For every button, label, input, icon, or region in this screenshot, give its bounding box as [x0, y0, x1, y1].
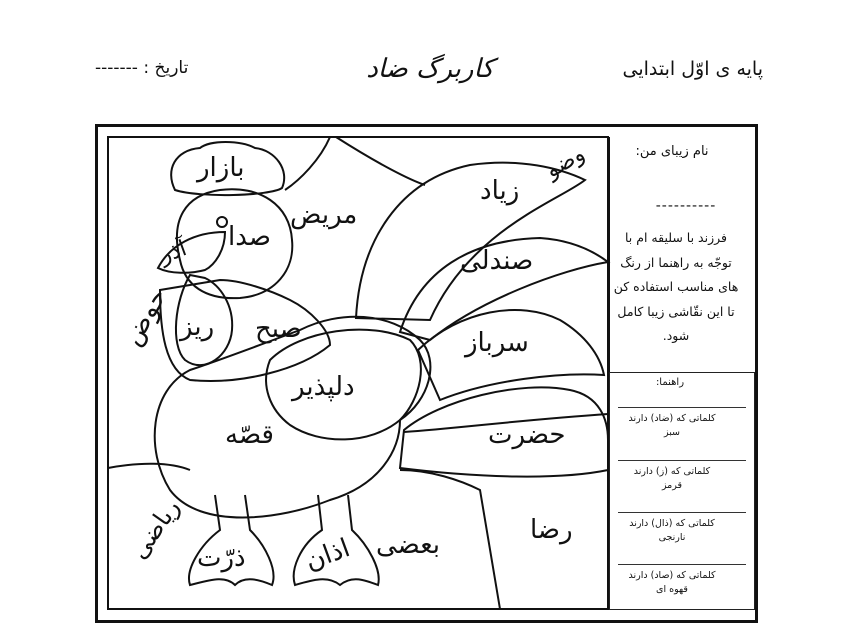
legend-title: راهنما: [655, 377, 685, 388]
region-line [108, 464, 190, 470]
grade-label: پایه ی اوّل ابتدایی [622, 58, 763, 80]
legend-item-4 [622, 569, 722, 597]
legend-item-text: کلماتی که (صاد) دارند [628, 570, 716, 581]
legend-item-color: سبز [663, 427, 681, 438]
legend-item-1 [622, 412, 722, 440]
worksheet-title: کاربرگ ضاد [366, 54, 494, 84]
legend-item-color: نارنجی [658, 532, 686, 543]
rooster-body [155, 317, 431, 518]
legend-item-3 [622, 517, 722, 545]
name-label: نام زیبای من: [635, 144, 709, 159]
name-blank: ---------- [655, 198, 717, 214]
legend-rule [618, 407, 746, 408]
word-ziad: زیاد [480, 176, 520, 206]
date-field: ------- : تاریخ [95, 58, 189, 78]
word-marid: مریض [290, 200, 358, 230]
legend-rule [618, 460, 746, 461]
word-hazrat: حضرت [488, 420, 566, 450]
word-vozu: وضو [541, 141, 590, 184]
word-delpazir: دلپذیر [292, 372, 355, 402]
legend-item-text: کلماتی که (ذال) دارند [629, 518, 715, 529]
legend-item-text: کلماتی که (ز) دارند [633, 466, 711, 477]
word-qesse: قصّه [225, 420, 274, 450]
legend-rule [618, 564, 746, 565]
legend-item-color: قرمز [661, 480, 683, 491]
word-zarre: ذرّت [197, 543, 246, 573]
word-sarbaz: سرباز [465, 328, 529, 358]
tail-feather-1 [356, 163, 585, 320]
word-bazi: بعضی [376, 530, 440, 560]
word-sandali: صندلی [460, 246, 534, 276]
word-azan: اذان [301, 533, 354, 577]
word-reza: رضا [530, 515, 573, 545]
legend-item-2 [622, 465, 722, 493]
word-seda: صدا [228, 222, 271, 252]
legend-item-color: قهوه ای [656, 584, 688, 595]
legend-rule [618, 512, 746, 513]
word-hoz: حوض [117, 283, 174, 351]
word-riazi: ریاضی [124, 493, 186, 565]
word-sobh: صبح [255, 314, 302, 344]
rooster-eye [217, 217, 227, 227]
instruction-text: فرزند با سلیقه ام با توجّه به راهنما از رنگ های مناسب استفاده کن تا این نقّاشی زیبا کامل شود. [613, 230, 739, 343]
region-line [285, 137, 330, 190]
word-riz: ریز [180, 312, 215, 342]
region-line [336, 137, 425, 185]
word-azar: آذر [156, 236, 191, 269]
word-bazar: بازار [197, 153, 245, 183]
legend-item-text: کلماتی که (ضاد) دارند [628, 413, 716, 424]
